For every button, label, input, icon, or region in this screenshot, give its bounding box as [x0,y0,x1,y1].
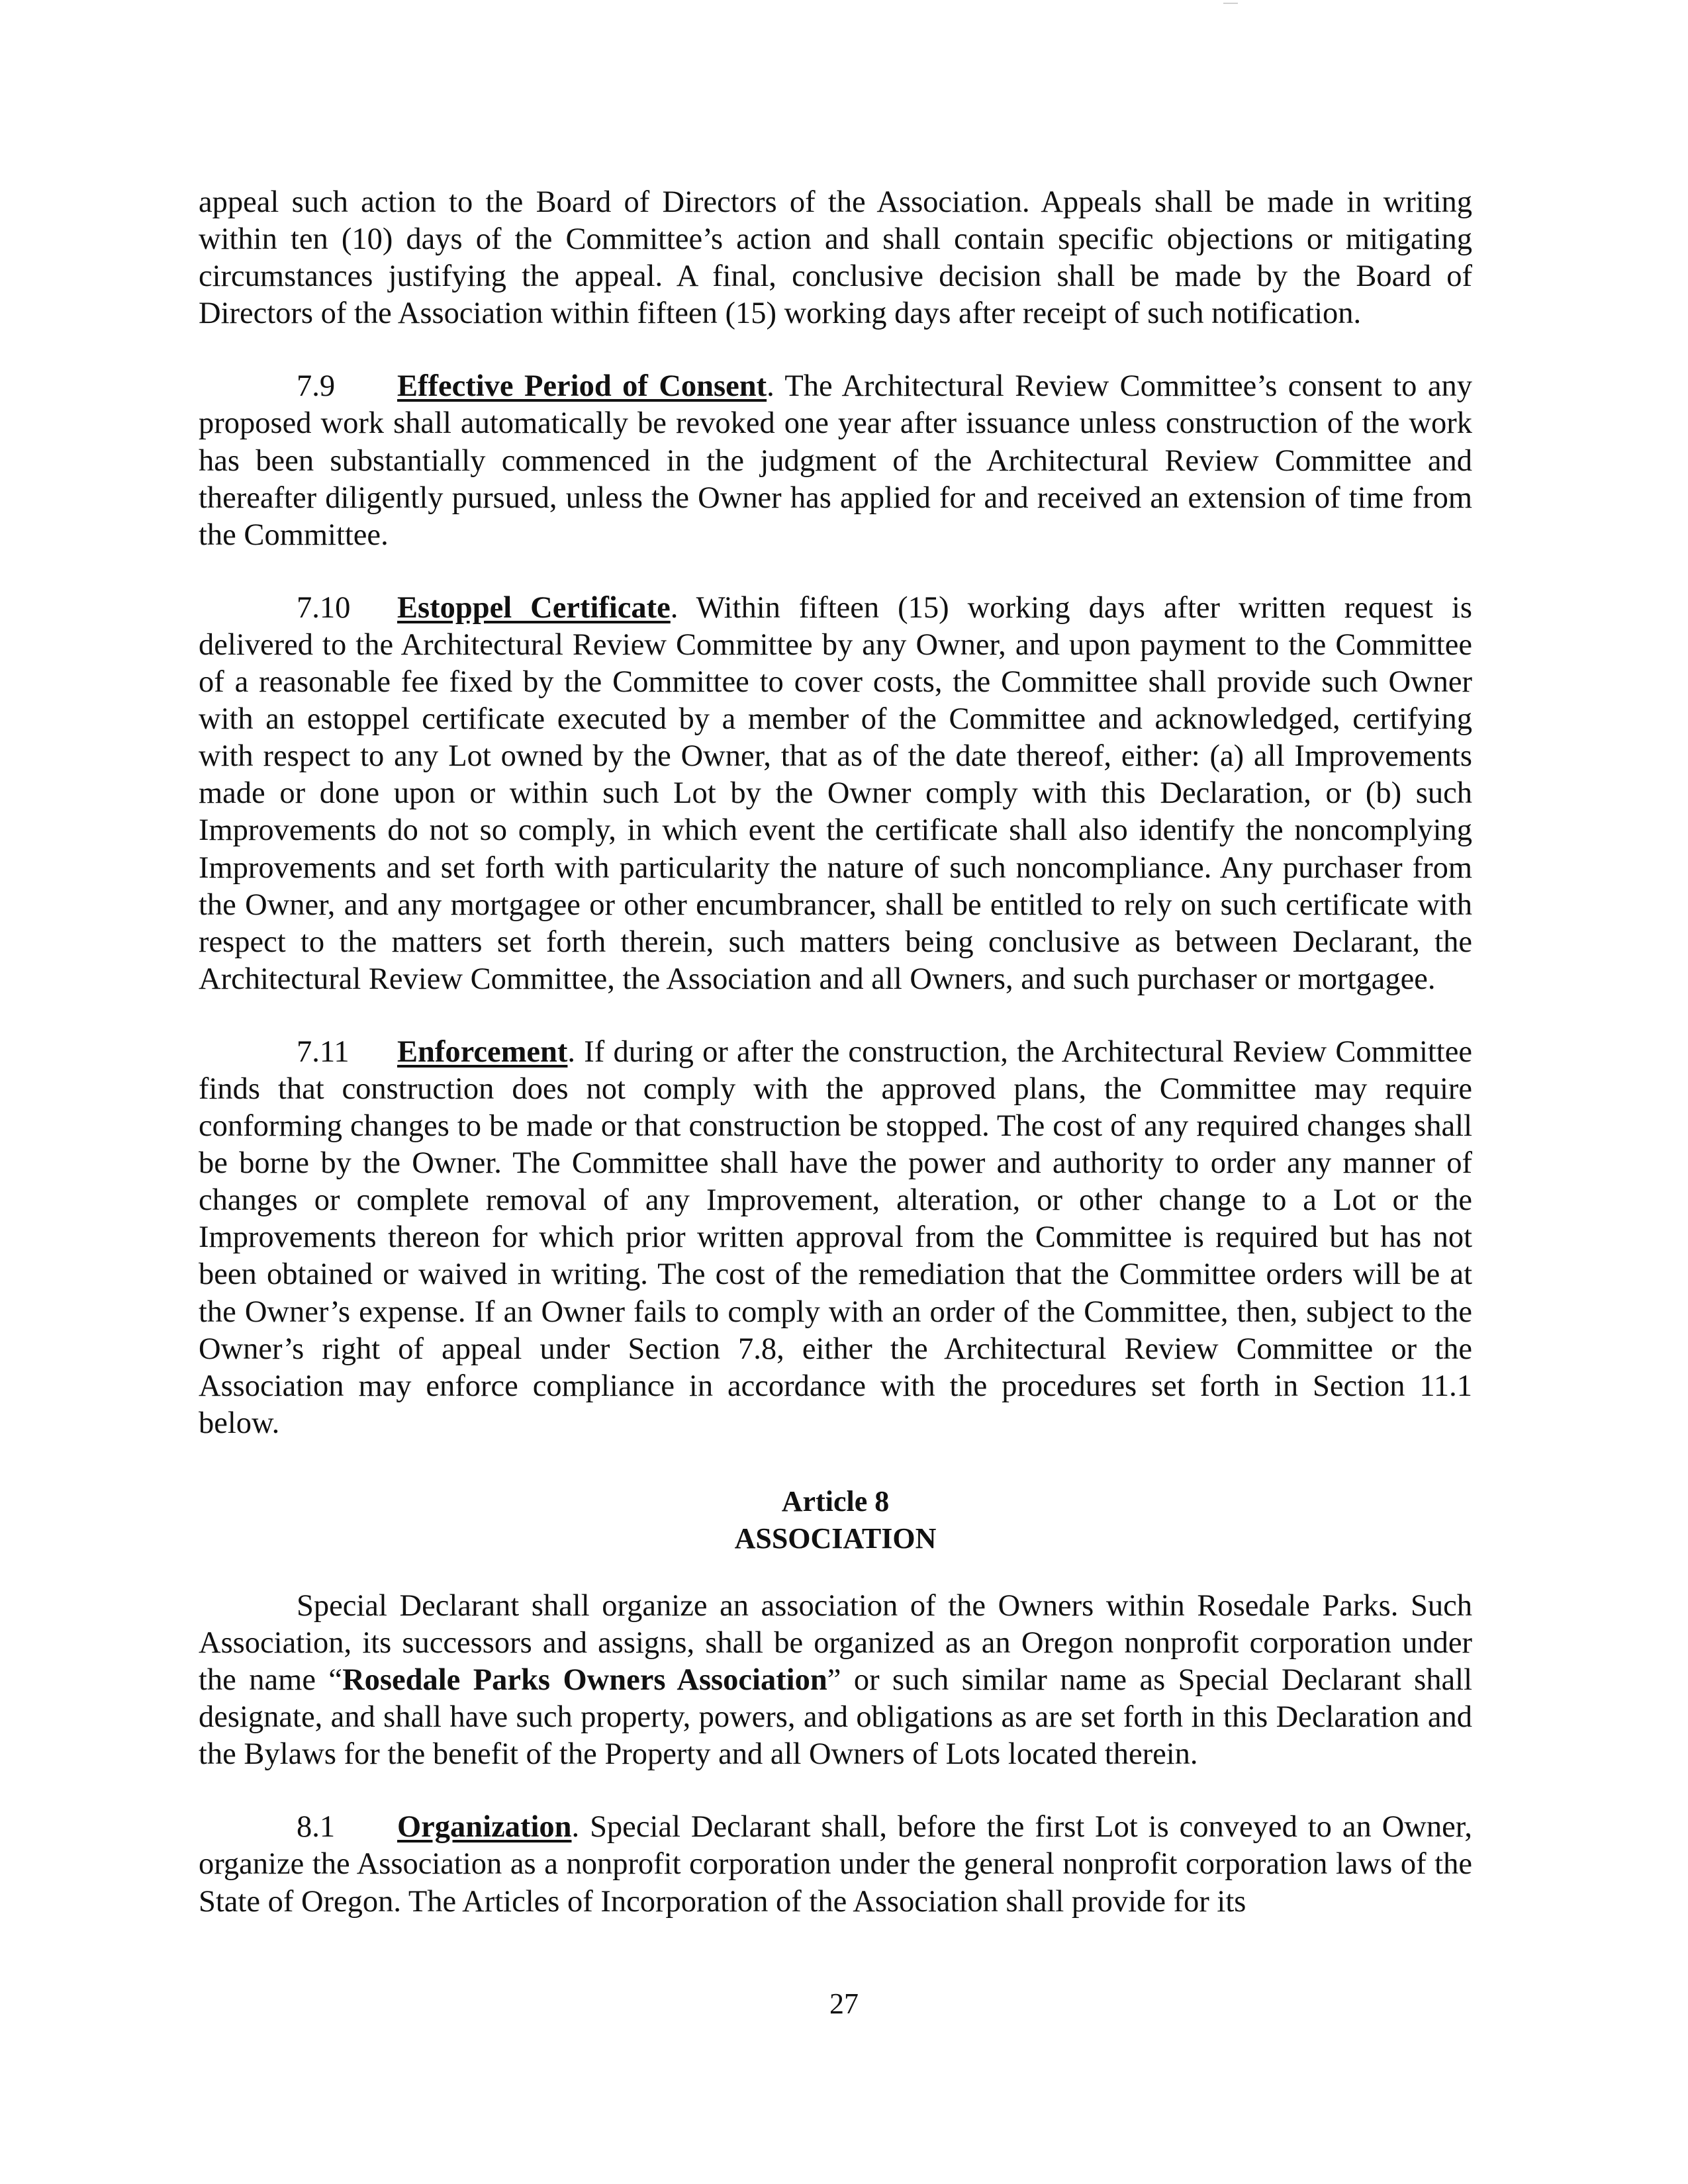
section-7-11 [199,1034,1472,1442]
scan-artifact [1223,3,1238,4]
association-name: Rosedale Parks Owners Association [342,1663,827,1698]
intro-text: Special Declarant shall organize an association of the Owners within Rosedale Parks. Such Association, its successors and assigns, shall be organized as an Oregon nonprofit corporation under the name “ [199,1588,1472,1698]
section-number: 7.11 [297,1034,350,1069]
section-7-9 [199,368,1472,553]
section-number: 7.10 [297,590,351,625]
article-8-intro [199,1588,1472,1773]
section-number: 7.9 [297,369,336,404]
section-7-10 [199,590,1472,998]
section-body: . If during or after the construction, the Architectural Review Committee finds that construction does not comply with the approved plans, the Committee may require conforming changes to be made or that construction be stopped. The cost of any required changes shall be borne by the Owner. The Committee shall have the power and authority to order any manner of changes or complete removal of any Improvement, alteration, or other change to a Lot or the Improvements thereon for which prior written approval from the Committee is required but has not been obtained or waived in writing. The cost of the remediation that the Committee orders will be at the Owner’s expense. If an Owner fails to comply with an order of the Committee, then, subject to the Owner’s right of appeal under Section 7.8, either the Architectural Review Committee or the Association may enforce compliance in accordance with the procedures set forth in Section 11.1 below. [199,1034,1472,1440]
page-number: 27 [829,1987,859,2020]
section-title: Organization [397,1810,572,1844]
section-title: Effective Period of Consent [397,369,767,404]
intro-text-continued: ” or such similar name as Special Declarant shall designate, and shall have such property, powers, and obligations as are set forth in this Declaration and the Bylaws for the benefit of the Property and all Owners of Lots located therein. [199,1663,1472,1772]
section-body: . The Architectural Review Committee’s consent to any proposed work shall automatically be revoked one year after issuance unless construction of the work has been substantially commenced in the judgment of the Architectural Review Committee and thereafter diligently pursued, unless the Owner has applied for and received an extension of time from the Committee. [199,369,1472,552]
section-body: . Within fifteen (15) working days after written request is delivered to the Architectural Review Committee by any Owner, and upon payment to the Committee of a reasonable fee fixed by the Committee to cover costs, the Committee shall provide such Owner with an estoppel certificate executed by a member of the Committee and acknowledged, certifying with respect to any Lot owned by the Owner, that as of the date thereof, either: (a) all Improvements made or done upon or within such Lot by the Owner comply with this Declaration, or (b) such Improvements do not so comply, in which event the certificate shall also identify the noncomplying Improvements and set forth with particularity the nature of such noncompliance. Any purchaser from the Owner, and any mortgagee or other encumbrancer, shall be entitled to rely on such certificate with respect to the matters set forth therein, such matters being conclusive as between Declarant, the Architectural Review Committee, the Association and all Owners, and such purchaser or mortgagee. [199,590,1472,996]
section-number: 8.1 [297,1810,336,1844]
article-title: ASSOCIATION [734,1522,937,1555]
section-8-1 [199,1809,1472,1920]
paragraph-intro: appeal such action to the Board of Directors of the Association. Appeals shall be made in writing within ten (10) days of the Committee’s action and shall contain specific objections or mitigating circumstances justifying the appeal. A final, conclusive decision shall be made by the Board of Directors of the Association within fifteen (15) working days after receipt of such notification. [199,185,1472,331]
document-body [199,184,1472,1921]
section-title: Estoppel Certificate [397,590,671,625]
article-heading [199,1483,1472,1557]
section-title: Enforcement [397,1034,568,1069]
article-label: Article 8 [781,1484,890,1518]
section-body: . Special Declarant shall, before the first Lot is conveyed to an Owner, organize the Association as a nonprofit corporation under the general nonprofit corporation laws of the State of Oregon. The Articles of Incorporation of the Association shall provide for its [199,1810,1472,1919]
